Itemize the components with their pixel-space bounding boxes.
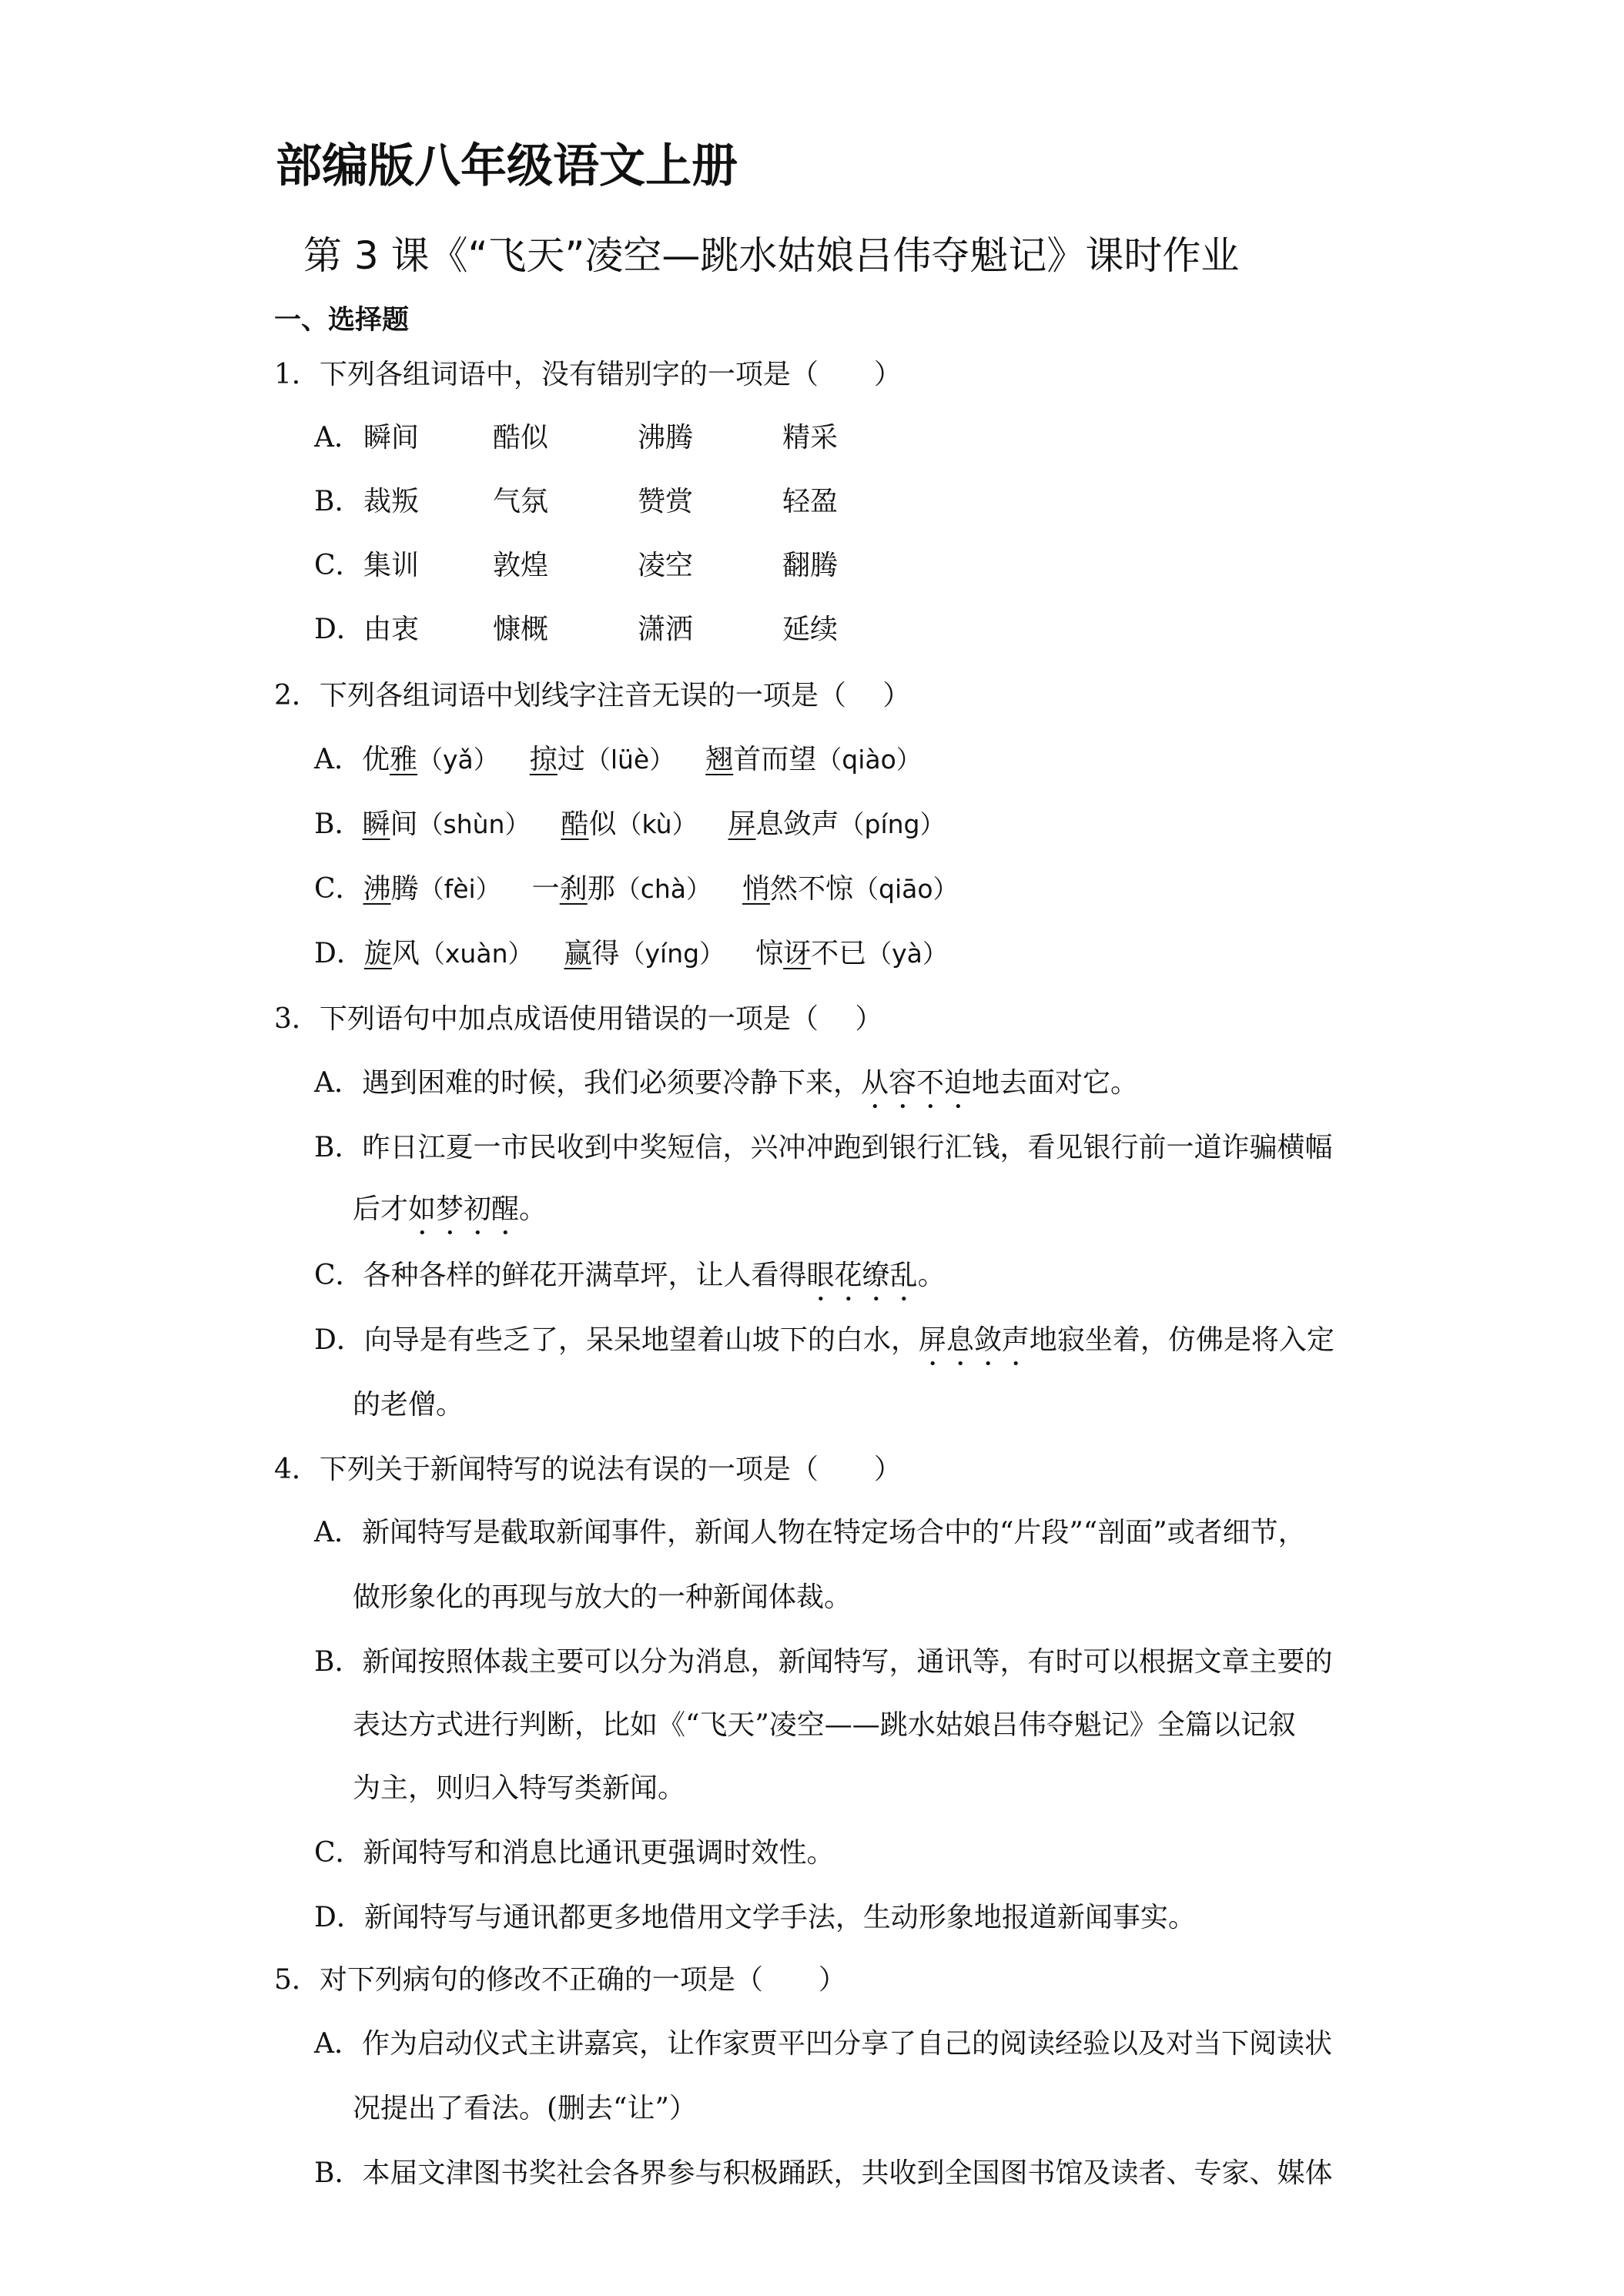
option-word: 气氛 [493,486,549,517]
option-word: 酷似 [493,422,549,454]
pinyin-item [742,867,959,906]
pinyin: （shùn） [417,809,531,839]
option-text: D．向导是有些乏了，呆呆地望着山坡下的白水， [314,1324,919,1356]
underlined-char: 旋 [363,938,392,969]
question-4-option-b-line-1: B．新闻按照体裁主要可以分为消息，新闻特写，通讯等，有时可以根据文章主要的 [314,1646,1333,1678]
question-4-option-d: D．新闻特写与通讯都更多地借用文学手法，生动形象地报道新闻事实。 [314,1902,1196,1933]
underlined-char: 掠 [529,744,558,775]
pinyin: （kù） [616,809,698,839]
dotted-idiom: 屏息敛声 [918,1324,1030,1356]
word-text: 腾 [390,873,419,905]
pinyin-item [364,932,534,971]
pinyin: （lüè） [584,745,675,775]
option-word: 凌空 [638,550,694,581]
question-2-option-b [314,802,946,842]
pinyin-item [532,867,712,906]
pinyin: （xuàn） [419,939,534,969]
option-word: 瞬间 [363,422,420,454]
question-5-option-a-line-1: A．作为启动仪式主讲嘉宾，让作家贾平凹分享了自己的阅读经验以及对当下阅读状 [314,2028,1332,2060]
pinyin: （yǎ） [417,745,499,775]
option-word: 精采 [782,422,839,454]
option-label: B． [314,486,363,517]
underlined-char: 瞬 [362,808,390,840]
pinyin-item [530,738,675,777]
underlined-char: 屏 [728,808,756,840]
option-label: A． [314,744,362,775]
pinyin: （píng） [839,809,946,839]
pinyin: （chà） [614,874,712,904]
pinyin-item [362,738,499,777]
underlined-char: 刹 [559,873,588,905]
option-word: 潇洒 [638,614,694,645]
question-2-option-a [314,738,922,777]
question-5-stem: 5．对下列病句的修改不正确的一项是（ ） [274,1964,846,1996]
word-text: 优 [362,744,390,775]
option-text: 。 [917,1260,946,1291]
question-1-stem: 1．下列各组词语中，没有错别字的一项是（ ） [274,359,902,390]
dotted-idiom: 眼花缭乱 [806,1260,918,1291]
question-3-option-b-line-2 [353,1187,547,1241]
word-text: 间 [390,808,418,840]
question-5-option-b-line-1: B．本届文津图书奖社会各界参与积极踊跃，共收到全国图书馆及读者、专家、媒体 [314,2157,1333,2189]
option-word: 翻腾 [782,550,839,581]
option-word: 延续 [782,614,839,645]
option-word: 敦煌 [493,550,549,581]
word-text: 然不惊 [770,873,854,905]
option-word: 轻盈 [782,486,839,517]
section-heading: 一、选择题 [274,305,410,336]
pinyin: （yà） [866,939,948,969]
underlined-char: 雅 [390,744,418,775]
option-word: 裁叛 [363,486,420,517]
document-title: 部编版八年级语文上册 [276,139,738,193]
question-4-option-a-line-1: A．新闻特写是截取新闻事件，新闻人物在特定场合中的“片段”“剖面”或者细节， [314,1517,1306,1548]
option-text: C．各种各样的鲜花开满草坪，让人看得 [314,1260,807,1291]
word-text: 一 [531,873,560,905]
option-word: 赞赏 [638,486,694,517]
question-3-option-b-line-1: B．昨日江夏一市民收到中奖短信，兴冲冲跑到银行汇钱，看见银行前一道诈骗横幅 [314,1132,1333,1163]
word-text: 惊 [755,938,784,969]
underlined-char: 酷 [561,808,589,840]
pinyin-item [363,867,501,906]
option-label: B． [314,808,363,840]
word-text: 那 [587,873,615,905]
pinyin: （qiào） [816,745,922,775]
pinyin-item [362,802,530,842]
option-label: D． [314,938,364,969]
option-text: 后才 [353,1193,409,1225]
question-2-option-d [314,932,948,971]
option-label: C． [314,550,363,581]
lesson-subtitle: 第 3 课《“飞天”凌空—跳水姑娘吕伟夺魁记》课时作业 [303,233,1240,278]
question-3-option-d-line-1 [314,1318,1334,1372]
question-5-option-a-line-2: 况提出了看法。(删去“让”） [353,2093,697,2124]
pinyin: （yíng） [619,939,725,969]
question-3-option-c [314,1253,946,1307]
option-text: A．遇到困难的时候，我们必须要冷静下来， [314,1067,861,1099]
option-text: 。 [519,1193,547,1225]
question-2-option-c [314,867,959,906]
word-text: 得 [591,938,620,969]
underlined-char: 讶 [783,938,812,969]
question-2-stem: 2．下列各组词语中划线字注音无误的一项是（ ） [274,680,911,711]
question-4-option-b-line-3: 为主，则归入特写类新闻。 [353,1772,686,1804]
pinyin-item [728,802,946,842]
pinyin-item [705,738,922,777]
option-text: 地寂坐着，仿佛是将入定 [1029,1324,1334,1356]
option-label: C． [314,873,363,905]
question-3-stem: 3．下列语句中加点成语使用错误的一项是（ ） [274,1003,883,1035]
pinyin-item [561,802,697,842]
word-text: 首而望 [733,744,817,775]
question-4-option-b-line-2: 表达方式进行判断，比如《“飞天”凌空——跳水姑娘吕伟夺魁记》全篇以记叙 [353,1709,1296,1741]
option-word: 集训 [363,550,420,581]
underlined-char: 赢 [564,938,592,969]
option-word: 沸腾 [638,422,694,454]
pinyin: （fèi） [418,874,501,904]
underlined-char: 悄 [742,873,771,905]
option-text: 地去面对它。 [972,1067,1139,1099]
dotted-idiom: 从容不迫 [861,1067,973,1099]
word-text: 不已 [811,938,867,969]
word-text: 风 [391,938,420,969]
pinyin-item [755,932,948,971]
option-word: 由衷 [363,614,420,645]
question-4-option-c: C．新闻特写和消息比通讯更强调时效性。 [314,1837,835,1869]
dotted-idiom: 如梦初醒 [408,1193,520,1225]
question-4-stem: 4．下列关于新闻特写的说法有误的一项是（ ） [274,1454,902,1485]
underlined-char: 翘 [705,744,734,775]
word-text: 过 [557,744,585,775]
word-text: 息敛声 [755,808,839,840]
option-label: A． [314,422,362,454]
question-3-option-d-line-2: 的老僧。 [353,1389,464,1421]
question-4-option-a-line-2: 做形象化的再现与放大的一种新闻体裁。 [353,1581,852,1613]
option-label: D． [314,614,364,645]
pinyin-item [564,932,725,971]
word-text: 似 [588,808,617,840]
underlined-char: 沸 [363,873,391,905]
pinyin: （qiāo） [853,874,959,904]
question-3-option-a [314,1061,1138,1115]
option-word: 慷概 [493,614,549,645]
